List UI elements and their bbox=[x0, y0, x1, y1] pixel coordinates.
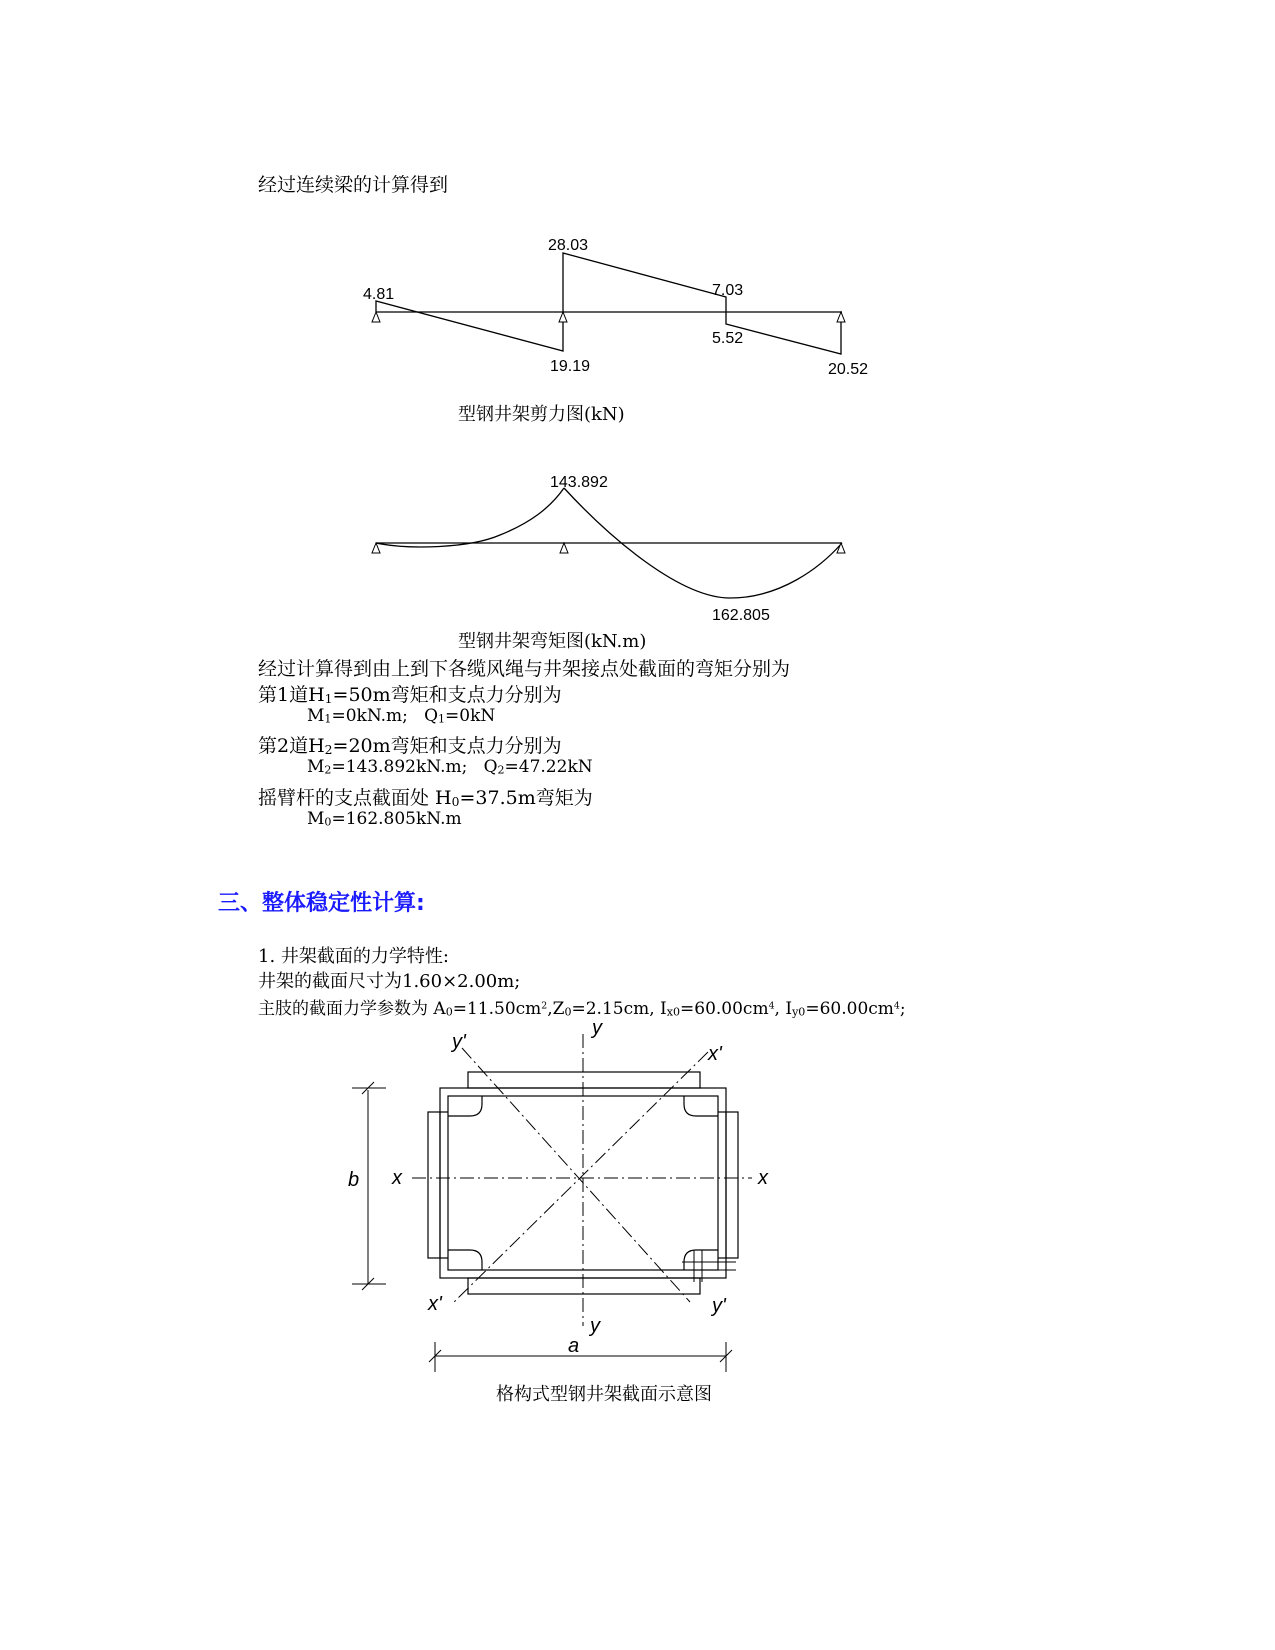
section3-item-1: 1. 井架截面的力学特性: bbox=[258, 946, 449, 967]
calc-line-2: 第1道$H_1=50m$弯矩和支点力分别为 bbox=[258, 684, 562, 706]
corner-angle-tl bbox=[448, 1096, 482, 1116]
calc-line-4: 第2道$H_2=20m$弯矩和支点力分别为 bbox=[258, 735, 562, 757]
label-143-892: 143.892 bbox=[550, 474, 608, 491]
support-2 bbox=[559, 312, 567, 322]
section3-size-line: 井架的截面尺寸为1.60×2.00m; bbox=[258, 971, 521, 992]
support-3 bbox=[837, 312, 845, 322]
calc-line-7: $M_0=162.805kN.m$ bbox=[307, 809, 462, 829]
section-caption: 格构式型钢井架截面示意图 bbox=[496, 1384, 712, 1405]
shear-caption: 型钢井架剪力图(kN) bbox=[458, 404, 625, 425]
top-plate bbox=[468, 1072, 700, 1088]
label-19-19: 19.19 bbox=[550, 358, 591, 375]
bending-moment-diagram bbox=[350, 468, 890, 628]
label-28-03: 28.03 bbox=[548, 237, 589, 254]
bottom-plate bbox=[468, 1278, 700, 1294]
right-plate bbox=[726, 1112, 738, 1258]
shear-force-diagram bbox=[350, 225, 890, 390]
label-x-right: x bbox=[758, 1167, 768, 1189]
shear-span-3 bbox=[726, 312, 841, 354]
label-5-52: 5.52 bbox=[712, 330, 744, 347]
section-diagram bbox=[340, 1020, 780, 1385]
label-y-bottom: y bbox=[590, 1315, 600, 1337]
label-a: a bbox=[568, 1335, 580, 1357]
calc-line-3: $M_1=0kN.m$; $Q_1=0kN$ bbox=[307, 706, 496, 726]
label-y-prime-bottom: y' bbox=[712, 1295, 726, 1317]
label-7-03: 7.03 bbox=[712, 282, 744, 299]
support-1 bbox=[372, 543, 380, 553]
intro-text: 经过连续梁的计算得到 bbox=[258, 174, 449, 196]
label-162-805: 162.805 bbox=[712, 607, 770, 624]
label-x-left: x bbox=[392, 1167, 402, 1189]
label-y-prime-top: y' bbox=[452, 1031, 466, 1053]
label-x-prime-top: x' bbox=[708, 1043, 722, 1065]
corner-angle-br bbox=[684, 1250, 718, 1270]
label-4-81: 4.81 bbox=[363, 286, 395, 303]
moment-caption: 型钢井架弯矩图(kN.m) bbox=[458, 631, 647, 652]
label-b: b bbox=[348, 1169, 360, 1191]
shear-span-1 bbox=[376, 301, 563, 351]
support-2 bbox=[560, 543, 568, 553]
support-1 bbox=[372, 312, 380, 322]
left-plate bbox=[428, 1112, 440, 1258]
corner-angle-bl bbox=[448, 1250, 482, 1270]
label-20-52: 20.52 bbox=[828, 361, 869, 378]
label-x-prime-bottom: x' bbox=[428, 1293, 442, 1315]
calc-line-5: $M_2=143.892kN.m$; $Q_2=47.22kN$ bbox=[307, 757, 593, 777]
y-prime-axis bbox=[462, 1048, 690, 1302]
calc-line-6: 摇臂杆的支点截面处 $H_0=37.5m$弯矩为 bbox=[258, 787, 593, 809]
corner-angle-tr bbox=[684, 1096, 718, 1116]
calc-line-1: 经过计算得到由上到下各缆风绳与井架接点处截面的弯矩分别为 bbox=[258, 658, 791, 680]
shear-span-2 bbox=[563, 253, 726, 312]
label-y-top: y bbox=[592, 1020, 602, 1039]
moment-span-1 bbox=[376, 488, 564, 547]
section3-param-line: 主肢的截面力学参数为 $A_0=11.50cm^2,Z_0=2.15cm$, $I_{x0}=60.00cm^4$, $I_{y0}=60.00cm^4$; bbox=[258, 999, 906, 1019]
section-heading: 三、整体稳定性计算: bbox=[218, 891, 425, 916]
